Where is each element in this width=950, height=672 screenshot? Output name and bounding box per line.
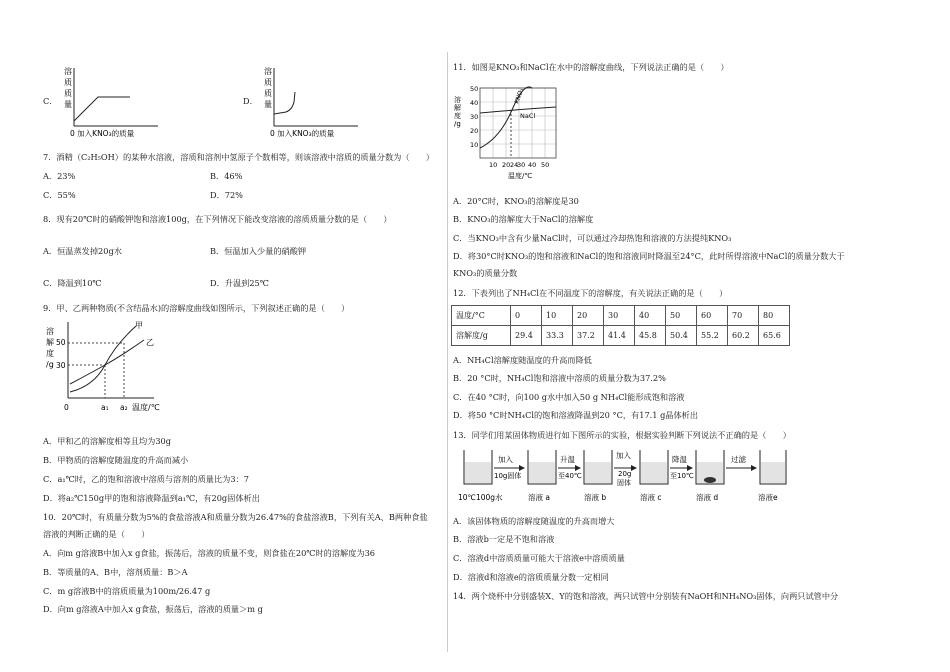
q6-c-ylabel-3: 质	[64, 89, 72, 98]
q11-xtick-20: 20	[502, 161, 511, 169]
q13-precipitate	[704, 477, 716, 483]
q12-option-b: B．20 °C时，NH₄Cl饱和溶液中溶质的质量分数为37.2%	[453, 373, 666, 383]
q11-option-d-line1: D．将30°C时KNO₃的饱和溶液和NaCl的饱和溶液同时降温至24°C，此时所得溶液中NaCl的质量分数大于	[453, 251, 845, 261]
q13-state-a: 溶液 a	[528, 493, 550, 502]
q12-cell: 65.6	[759, 326, 790, 346]
q13-beaker-0	[464, 450, 492, 484]
q12-option-a: A．NH₄Cl溶解度随温度的升高而降低	[453, 355, 592, 365]
q9-stem: 9．甲、乙两种物质(不含结晶水)的溶解度曲线如图所示，下列叙述正确的是（ ）	[43, 303, 350, 313]
q6-c-ylabel-1: 溶	[64, 67, 72, 76]
q13-step1-bottom: 10g固体	[494, 472, 522, 480]
q11-option-a: A．20°C时，KNO₃的溶解度是30	[453, 196, 579, 206]
q11-ylabel-2: 解	[454, 104, 461, 112]
q9-label-jia: 甲	[135, 321, 143, 330]
column-divider	[447, 52, 448, 652]
q13-state-0: 10℃100g水	[458, 493, 503, 502]
q12-solubility-table	[451, 305, 790, 346]
q13-stem: 13．同学们用某固体物质进行如下图所示的实验，根据实验判断下列说法不正确的是（ ）	[453, 430, 791, 440]
q11-stem: 11．如图是KNO₃和NaCl在水中的溶解度曲线，下列说法正确的是（ ）	[453, 62, 729, 72]
q6-d-ylabel-2: 质	[264, 78, 272, 87]
q12-cell: 33.3	[542, 326, 573, 346]
q12-option-c: C．在40 °C时，向100 g水中加入50 g NH₄Cl能形成饱和溶液	[453, 392, 685, 402]
q11-xtick-40: 40	[528, 161, 537, 169]
q11-ytick-20: 20	[470, 127, 479, 135]
q12-cell: 60.2	[728, 326, 759, 346]
q11-xtick-24: 24	[510, 161, 519, 169]
q13-step2-bottom: 至40℃	[558, 472, 582, 480]
q13-step4-bottom: 至10℃	[670, 472, 694, 480]
q9-option-b: B．甲物质的溶解度随温度的升高而减小	[43, 455, 189, 465]
q12-cell: 55.2	[697, 326, 728, 346]
q12-cell: 0	[511, 306, 542, 326]
q10-option-a: A．向m g溶液B中加入x g食盐，振荡后，溶液的质量不变，则食盐在20℃时的溶解度为36	[43, 548, 375, 558]
q12-cell: 20	[573, 306, 604, 326]
q6-option-c-label: C．	[43, 96, 58, 106]
q12-cell: 40	[635, 306, 666, 326]
q12-cell: 温度/°C	[452, 306, 511, 326]
q6-d-xlabel: 0 加入KNO₃的质量	[270, 129, 335, 138]
q11-ytick-30: 30	[470, 113, 479, 121]
q12-cell: 70	[728, 306, 759, 326]
q6-d-ylabel-1: 溶	[264, 67, 272, 76]
q12-cell: 41.4	[604, 326, 635, 346]
q11-xlabel: 温度/℃	[508, 172, 533, 180]
q10-option-c: C．m g溶液B中的溶质质量为100m/26.47 g	[43, 586, 211, 596]
q12-cell: 45.8	[635, 326, 666, 346]
q13-beaker-d	[696, 450, 724, 484]
q9-tick-50: 50	[56, 338, 66, 347]
q10-option-d: D．向m g溶液A中加入x g食盐，振荡后，溶液的质量＞m g	[43, 604, 263, 614]
q12-row-solubility	[452, 326, 790, 346]
q11-option-d-line2: KNO₃的质量分数	[453, 268, 518, 278]
q9-ylabel-4: /g	[46, 360, 54, 369]
q9-tick-a1: a₁	[101, 403, 109, 412]
q9-ylabel-2: 解	[46, 338, 54, 347]
q13-experiment-flow	[452, 444, 792, 506]
q13-state-b: 溶液 b	[584, 493, 607, 502]
q6-c-ylabel-2: 质	[64, 78, 72, 87]
q13-beaker-a	[528, 450, 556, 484]
q12-cell: 29.4	[511, 326, 542, 346]
q6-graph-d	[258, 66, 378, 140]
q8-option-b: B．恒温加入少量的硝酸钾	[210, 246, 307, 256]
q12-cell: 80	[759, 306, 790, 326]
q12-stem: 12．下表列出了NH₄Cl在不同温度下的溶解度，有关说法正确的是（ ）	[453, 288, 728, 298]
q9-label-yi: 乙	[146, 338, 154, 347]
q13-step5-top: 过滤	[731, 455, 746, 464]
q13-option-c: C．溶液d中溶质质量可能大于溶液e中溶质质量	[453, 553, 625, 563]
q6-option-d-label: D．	[243, 96, 258, 106]
q14-stem: 14．两个烧杯中分别盛装X、Y的饱和溶液，两只试管中分别装有NaOH和NH₄NO₃固体，向两只试管中分	[453, 591, 839, 601]
q6-d-curve	[274, 92, 295, 114]
q11-label-nacl: NaCl	[520, 112, 536, 120]
q7-option-a: A．23%	[43, 171, 76, 181]
q13-step2-top: 升温	[560, 455, 575, 464]
q6-graph-c	[58, 66, 178, 140]
q10-option-b: B．等质量的A、B中，溶剂质量：B＞A	[43, 567, 188, 577]
q7-option-d: D．72%	[210, 190, 243, 200]
q12-cell: 溶解度/g	[452, 326, 511, 346]
q10-stem-line2: 溶液的判断正确的是（ ）	[43, 529, 150, 539]
q8-option-a: A．恒温蒸发掉20g水	[43, 246, 122, 256]
q9-tick-a2: a₂	[120, 403, 128, 412]
q11-ytick-10: 10	[470, 141, 479, 149]
q12-cell: 60	[697, 306, 728, 326]
q11-xtick-50: 50	[541, 161, 550, 169]
q12-cell: 50.4	[666, 326, 697, 346]
q13-option-b: B．溶液b一定是不饱和溶液	[453, 534, 555, 544]
q13-step1-top: 加入	[498, 455, 513, 464]
q13-beaker-e	[760, 450, 786, 484]
q11-label-kno3: KNO₃	[513, 87, 526, 105]
q11-ytick-40: 40	[470, 99, 479, 107]
q13-beaker-c	[640, 450, 668, 484]
q11-solubility-chart	[452, 80, 572, 190]
q13-option-d: D．溶液d和溶液e的溶质质量分数一定相同	[453, 572, 609, 582]
q13-state-d: 溶液 d	[696, 493, 719, 502]
q9-tick-30: 30	[56, 361, 66, 370]
q13-step3-mid: 20g	[618, 470, 632, 478]
q12-row-temperature	[452, 306, 790, 326]
q13-state-e: 溶液e	[758, 493, 778, 502]
q6-c-ylabel-4: 量	[64, 100, 72, 109]
q6-c-xlabel: 0 加入KNO₃的质量	[70, 129, 135, 138]
q11-ylabel-3: 度	[454, 112, 461, 120]
q10-stem-line1: 10．20℃时，有质量分数为5%的食盐溶液A和质量分数为26.47%的食盐溶液B，下列有关A、B两种食盐	[43, 512, 428, 522]
q6-d-ylabel-4: 量	[264, 100, 272, 109]
q9-xlabel: 温度/℃	[132, 403, 160, 412]
q7-option-b: B．46%	[210, 171, 243, 181]
q11-ylabel-1: 溶	[454, 96, 461, 104]
q13-beaker-b	[584, 450, 612, 484]
q11-xtick-30: 30	[517, 161, 526, 169]
q8-option-c: C．降温到10℃	[43, 278, 102, 288]
q9-option-c: C．a₁℃时，乙的饱和溶液中溶质与溶剂的质量比为3：7	[43, 474, 249, 484]
q8-option-d: D．升温到25℃	[210, 278, 269, 288]
q11-option-c: C．当KNO₃中含有少量NaCl时，可以通过冷却热饱和溶液的方法提纯KNO₃	[453, 233, 732, 243]
q13-state-c: 溶液 c	[640, 493, 662, 502]
q12-cell: 50	[666, 306, 697, 326]
q11-curve-nacl	[480, 107, 556, 113]
q13-step3-bottom: 固体	[617, 479, 631, 487]
q11-ylabel-4: /g	[454, 120, 461, 128]
q12-cell: 30	[604, 306, 635, 326]
q9-option-d: D．将a₂℃150g甲的饱和溶液降温到a₁℃，有20g固体析出	[43, 493, 260, 503]
q9-ylabel-3: 度	[46, 349, 54, 358]
q8-stem: 8．现有20℃时的硝酸钾饱和溶液100g，在下列情况下能改变溶液的溶质质量分数的是（ ）	[43, 214, 392, 224]
q9-curve-jia	[70, 326, 136, 392]
q7-stem: 7．酒精（C₂H₅OH）的某种水溶液，溶质和溶剂中氢原子个数相等，则该溶液中溶质的质量分数为（ ）	[43, 152, 435, 162]
q12-cell: 10	[542, 306, 573, 326]
q13-step4-top: 降温	[672, 455, 687, 464]
q11-option-b: B．KNO₃的溶解度大于NaCl的溶解度	[453, 214, 594, 224]
q9-solubility-chart	[44, 318, 174, 418]
q9-option-a: A．甲和乙的溶解度相等且均为30g	[43, 436, 172, 446]
q11-xtick-10: 10	[489, 161, 498, 169]
q6-c-curve	[74, 97, 130, 121]
q12-cell: 37.2	[573, 326, 604, 346]
q13-step3-top: 加入	[616, 451, 631, 460]
q9-ylabel-1: 溶	[46, 327, 54, 336]
q7-option-c: C．55%	[43, 190, 76, 200]
q9-origin: 0	[64, 403, 69, 412]
q6-d-ylabel-3: 质	[264, 89, 272, 98]
q11-ytick-50: 50	[470, 85, 479, 93]
q12-option-d: D．将50 °C时NH₄Cl的饱和溶液降温到20 °C，有17.1 g晶体析出	[453, 410, 699, 420]
q13-option-a: A．该固体物质的溶解度随温度的升高而增大	[453, 516, 615, 526]
